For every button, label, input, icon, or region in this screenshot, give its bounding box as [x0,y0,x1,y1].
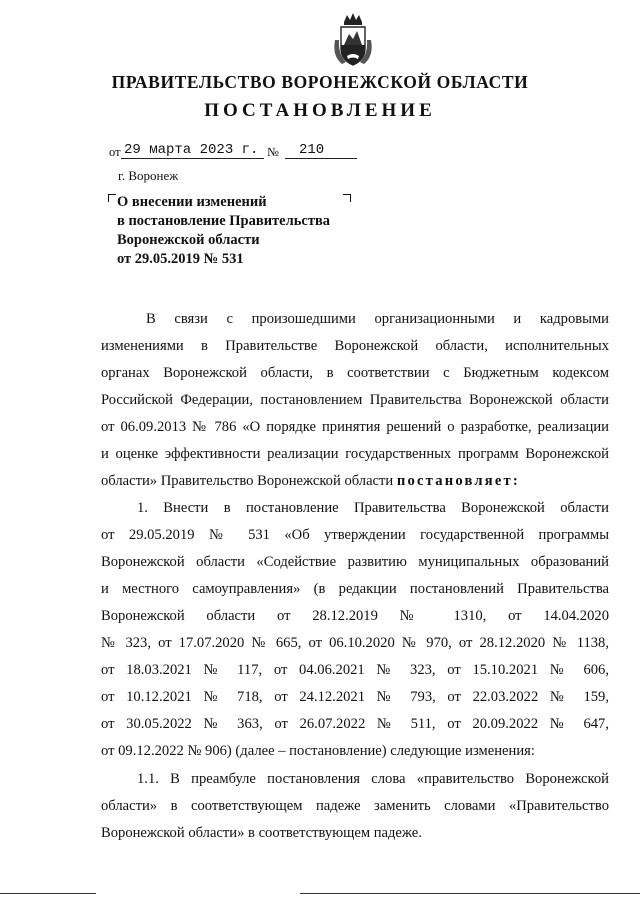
text-line: органах Воронежской области, в соответствии с Бюджетным кодексом [101,365,609,381]
text-line: Воронежской области от 28.12.2019 № 1310, от 14.04.2020 [101,608,609,624]
item-1-1-paragraph [101,766,609,847]
text-line: Российской Федерации, постановлением Правительства Воронежской области [101,392,609,408]
text-line: № 323, от 17.07.2020 № 665, от 06.10.2020 № 970, от 28.12.2020 № 1138, [101,635,609,651]
number-prefix: № [267,145,279,159]
voronezh-coat-of-arms-icon [330,12,376,70]
text-line: Воронежской области» в соответствующем падеже. [101,825,422,841]
document-date: 29 марта 2023 г. [121,142,264,159]
text-line [101,468,609,495]
text-line: и оценке эффективности реализации государственных программ Воронежской [101,446,609,462]
city-label: г. Воронеж [118,168,179,183]
document-subject [117,193,357,269]
footer-divider-right [300,893,640,894]
document-type-title: ПОСТАНОВЛЕНИЕ [204,100,436,121]
text-line: от 30.05.2022 № 363, от 26.07.2022 № 511, от 20.09.2022 № 647, [101,716,609,732]
footer-divider-left [0,893,96,894]
text-line: от 18.03.2021 № 117, от 04.06.2021 № 323, от 15.10.2021 № 606, [101,662,609,678]
date-prefix: от [109,145,121,159]
subject-line: Воронежской области [117,232,260,248]
text-line: 1.1. В преамбуле постановления слова «правительство Воронежской [137,771,609,787]
text-line: области» в соответствующем падеже заменить словами «Правительство [101,798,609,814]
resolves-word: постановляет: [396,473,520,489]
text-line: и местного самоуправления» (в редакции постановлений Правительства [101,581,609,597]
text-line: от 06.09.2013 № 786 «О порядке принятия решений о разработке, реализации [101,419,609,435]
document-number: 210 [285,142,357,159]
subject-line: от 29.05.2019 № 531 [117,251,244,267]
text-line: от 10.12.2021 № 718, от 24.12.2021 № 793, от 22.03.2022 № 159, [101,689,609,705]
preamble-tail: области» Правительство Воронежской области [101,473,394,489]
subject-line: О внесении изменений [117,194,267,210]
government-title: ПРАВИТЕЛЬСТВО ВОРОНЕЖСКОЙ ОБЛАСТИ [111,72,529,92]
text-line: от 09.12.2022 № 906) (далее – постановление) следующие изменения: [101,743,535,759]
subject-line: в постановление Правительства [117,213,331,229]
preamble-paragraph [101,306,609,495]
text-line: Воронежской области «Содействие развитию муниципальных образований [101,554,609,570]
text-line: 1. Внести в постановление Правительства Воронежской области [137,500,609,516]
date-number-row [109,138,369,162]
item-1-paragraph [101,495,609,765]
subject-bracket-left [108,194,116,202]
text-line: изменениями в Правительстве Воронежской области, исполнительных [101,338,609,354]
text-line: от 29.05.2019 № 531 «Об утверждении государственной программы [101,527,609,543]
text-line: В связи с произошедшими организационными и кадровыми [146,311,609,327]
